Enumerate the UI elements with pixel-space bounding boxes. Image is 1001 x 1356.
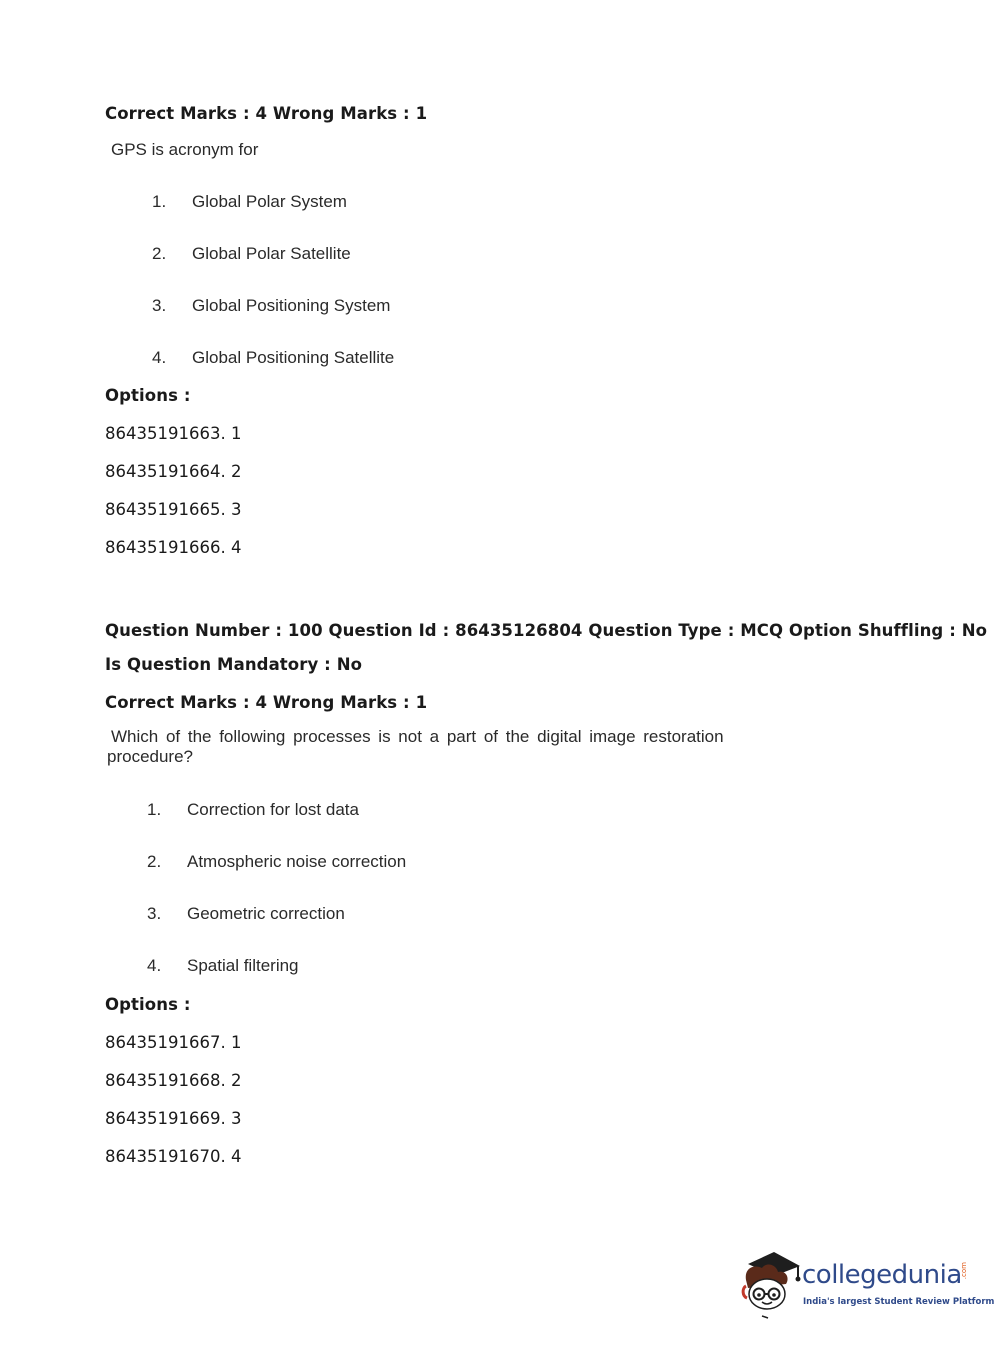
q1-choice-text: Global Positioning System bbox=[192, 296, 391, 315]
q1-choice-number: 4. bbox=[152, 348, 167, 367]
q1-option-id: 86435191663. 1 bbox=[105, 424, 242, 443]
q2-choice-text: Correction for lost data bbox=[187, 800, 359, 819]
q1-question-text: GPS is acronym for bbox=[111, 140, 259, 159]
q2-options-label: Options : bbox=[105, 995, 191, 1014]
q2-choice-number: 4. bbox=[147, 956, 162, 975]
q1-options-label: Options : bbox=[105, 386, 191, 405]
q2-option-id: 86435191667. 1 bbox=[105, 1033, 242, 1052]
q1-choice-number: 2. bbox=[152, 244, 167, 263]
q2-option-id: 86435191669. 3 bbox=[105, 1109, 242, 1128]
logo-wordmark: collegedunia bbox=[802, 1260, 962, 1290]
q2-choice-text: Atmospheric noise correction bbox=[187, 852, 407, 871]
q1-choice-number: 3. bbox=[152, 296, 167, 315]
q1-choice-text: Global Positioning Satellite bbox=[192, 348, 395, 367]
q2-choice-number: 2. bbox=[147, 852, 162, 871]
q2-marks: Correct Marks : 4 Wrong Marks : 1 bbox=[105, 693, 428, 712]
q1-choice-text: Global Polar System bbox=[192, 192, 347, 211]
q1-choice-number: 1. bbox=[152, 192, 167, 211]
q1-marks: Correct Marks : 4 Wrong Marks : 1 bbox=[105, 104, 428, 123]
mascot-icon bbox=[740, 1250, 802, 1320]
q2-question-line-1: Which of the following processes is not a part of the digital image restoration bbox=[111, 727, 724, 746]
q2-choice-text: Spatial filtering bbox=[187, 956, 299, 975]
q2-choice-text: Geometric correction bbox=[187, 904, 345, 923]
q2-choice-number: 3. bbox=[147, 904, 162, 923]
q1-option-id: 86435191664. 2 bbox=[105, 462, 242, 481]
logo-dotcom: .com bbox=[960, 1262, 968, 1280]
q2-choice-number: 1. bbox=[147, 800, 162, 819]
q2-mandatory: Is Question Mandatory : No bbox=[105, 655, 363, 674]
q2-header: Question Number : 100 Question Id : 86435126804 Question Type : MCQ Option Shuffling : No bbox=[105, 621, 988, 640]
q2-question-line-2: procedure? bbox=[107, 747, 194, 766]
collegedunia-logo bbox=[740, 1250, 995, 1320]
q2-option-id: 86435191668. 2 bbox=[105, 1071, 242, 1090]
q1-choice-text: Global Polar Satellite bbox=[192, 244, 351, 263]
logo-tagline: India's largest Student Review Platform bbox=[803, 1297, 995, 1307]
q1-option-id: 86435191665. 3 bbox=[105, 500, 242, 519]
q2-option-id: 86435191670. 4 bbox=[105, 1147, 242, 1166]
q1-option-id: 86435191666. 4 bbox=[105, 538, 242, 557]
